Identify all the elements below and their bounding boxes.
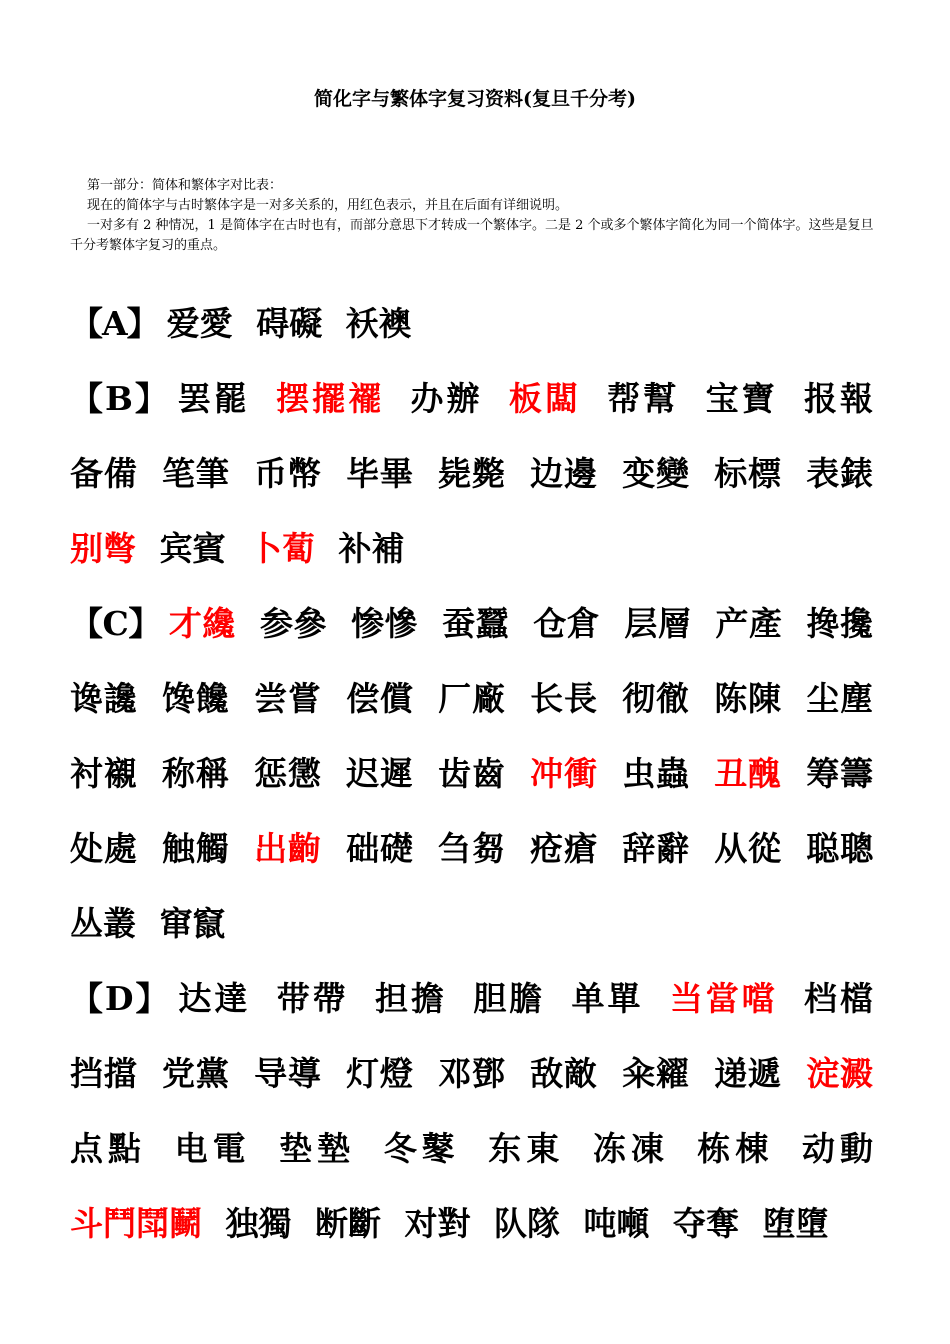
character-pair: 敌敵 <box>530 1054 598 1093</box>
character-pair: 挡擋 <box>70 1054 138 1093</box>
character-pair: 筹籌 <box>806 754 874 793</box>
character-pair: 馋饞 <box>162 679 230 718</box>
highlighted-character-pair: 才纔 <box>168 604 236 643</box>
character-pair: 办辦 <box>410 379 483 418</box>
highlighted-character-pair: 卜蔔 <box>249 529 315 568</box>
character-pair: 断斷 <box>315 1204 381 1243</box>
character-pair: 宾賓 <box>159 529 226 568</box>
character-pair: 胆膽 <box>473 979 546 1018</box>
character-pair: 从從 <box>714 829 782 868</box>
character-pair: 带帶 <box>276 979 349 1018</box>
character-pair: 笔筆 <box>162 454 230 493</box>
section-label: 【B】 <box>70 379 170 418</box>
character-pair: 毙斃 <box>438 454 506 493</box>
highlighted-character-pair: 板闆 <box>508 379 581 418</box>
highlighted-character-pair: 摆擺襬 <box>276 379 385 418</box>
character-pair: 谗讒 <box>70 679 138 718</box>
character-pair: 报報 <box>804 379 873 418</box>
character-pair: 层層 <box>624 604 692 643</box>
character-pair: 聪聰 <box>806 829 874 868</box>
character-pair: 迟遲 <box>346 754 414 793</box>
character-pair: 础礎 <box>346 829 414 868</box>
character-pair: 惨慘 <box>351 604 419 643</box>
section-label: 【C】 <box>70 604 161 643</box>
section-a <box>70 286 885 361</box>
character-pair: 虫蟲 <box>622 754 690 793</box>
character-pair: 电電 <box>174 1129 251 1168</box>
character-pair: 刍芻 <box>438 829 506 868</box>
character-pair: 罢罷 <box>177 379 250 418</box>
character-pair: 队隊 <box>494 1204 560 1243</box>
character-pair: 搀攙 <box>806 604 874 643</box>
character-pair: 窜竄 <box>159 904 226 943</box>
character-pair: 衬襯 <box>70 754 138 793</box>
character-pair: 点點 <box>70 1129 147 1168</box>
highlighted-character-pair: 丑醜 <box>714 754 782 793</box>
character-pair: 参參 <box>259 604 328 643</box>
character-pair: 表錶 <box>806 454 874 493</box>
section-d <box>70 961 885 1261</box>
section-label: 【D】 <box>70 979 171 1018</box>
character-pair: 偿償 <box>346 679 414 718</box>
highlighted-character-pair: 出齣 <box>254 829 322 868</box>
page-title: 简化字与繁体字复习资料(复旦千分考) <box>314 88 636 110</box>
character-pair: 籴糴 <box>622 1054 690 1093</box>
character-pair: 宝寶 <box>705 379 778 418</box>
character-pair: 变變 <box>622 454 690 493</box>
character-pair: 疮瘡 <box>530 829 598 868</box>
character-pair: 仓倉 <box>533 604 601 643</box>
character-pair: 吨噸 <box>583 1204 650 1243</box>
character-pair: 冻凍 <box>592 1129 669 1168</box>
section-b <box>70 361 885 586</box>
character-pair: 动動 <box>801 1129 873 1168</box>
character-pair: 彻徹 <box>622 679 690 718</box>
character-pair: 担擔 <box>374 979 447 1018</box>
character-pair: 袄襖 <box>345 304 412 343</box>
character-pair: 触觸 <box>162 829 230 868</box>
character-pair: 栋棟 <box>697 1129 774 1168</box>
character-pair: 边邊 <box>530 454 598 493</box>
character-pair: 邓鄧 <box>438 1054 506 1093</box>
character-pair: 达達 <box>178 979 251 1018</box>
character-pair: 标標 <box>714 454 782 493</box>
highlighted-character-pair: 别彆 <box>70 529 136 568</box>
character-pair: 尝嘗 <box>254 679 322 718</box>
character-pair: 厂廠 <box>438 679 506 718</box>
intro-line: 一对多有 2 种情况，1 是简体字在古时也有，而部分意思下才转成一个繁体字。二是 2 个或多个繁体字简化为同一个简体字。这些是复旦千分考繁体字复习的重点。 <box>70 218 874 253</box>
character-pair: 币幣 <box>254 454 322 493</box>
character-pair: 尘塵 <box>806 679 874 718</box>
highlighted-character-pair: 斗鬥鬦鬭 <box>70 1204 202 1243</box>
character-pair: 蚕蠶 <box>442 604 510 643</box>
highlighted-character-pair: 冲衝 <box>530 754 598 793</box>
character-pair: 长長 <box>530 679 598 718</box>
character-pair: 产產 <box>715 604 783 643</box>
character-pair: 单單 <box>571 979 644 1018</box>
character-pair: 夺奪 <box>673 1204 739 1243</box>
character-pair: 辞辭 <box>622 829 690 868</box>
character-pair: 补補 <box>338 529 405 568</box>
section-c <box>70 586 885 961</box>
character-pair: 备備 <box>70 454 138 493</box>
intro-line: 现在的简体字与古时繁体字是一对多关系的，用红色表示，并且在后面有详细说明。 <box>87 198 569 213</box>
character-pair: 冬鼕 <box>383 1129 460 1168</box>
character-pair: 毕畢 <box>346 454 414 493</box>
character-table <box>70 286 885 1261</box>
character-pair: 独獨 <box>225 1204 292 1243</box>
character-pair: 惩懲 <box>254 754 322 793</box>
character-pair: 堕墮 <box>762 1204 829 1243</box>
highlighted-character-pair: 当當噹 <box>669 979 778 1018</box>
character-pair: 递遞 <box>714 1054 782 1093</box>
character-pair: 称稱 <box>162 754 230 793</box>
character-pair: 灯燈 <box>346 1054 414 1093</box>
character-pair: 党黨 <box>162 1054 230 1093</box>
character-pair: 东東 <box>488 1129 565 1168</box>
intro-text <box>70 176 885 256</box>
character-pair: 处處 <box>70 829 138 868</box>
character-pair: 碍礙 <box>256 304 323 343</box>
character-pair: 齿齒 <box>438 754 506 793</box>
character-pair: 陈陳 <box>714 679 782 718</box>
section-label: 【A】 <box>70 304 159 343</box>
highlighted-character-pair: 淀澱 <box>806 1054 874 1093</box>
character-pair: 导導 <box>254 1054 322 1093</box>
character-pair: 爱愛 <box>166 304 233 343</box>
character-pair: 垫墊 <box>279 1129 356 1168</box>
character-pair: 对對 <box>404 1204 471 1243</box>
character-pair: 档檔 <box>804 979 873 1018</box>
character-pair: 帮幫 <box>607 379 680 418</box>
character-pair: 丛叢 <box>70 904 136 943</box>
intro-line: 第一部分：简体和繁体字对比表： <box>87 178 283 193</box>
